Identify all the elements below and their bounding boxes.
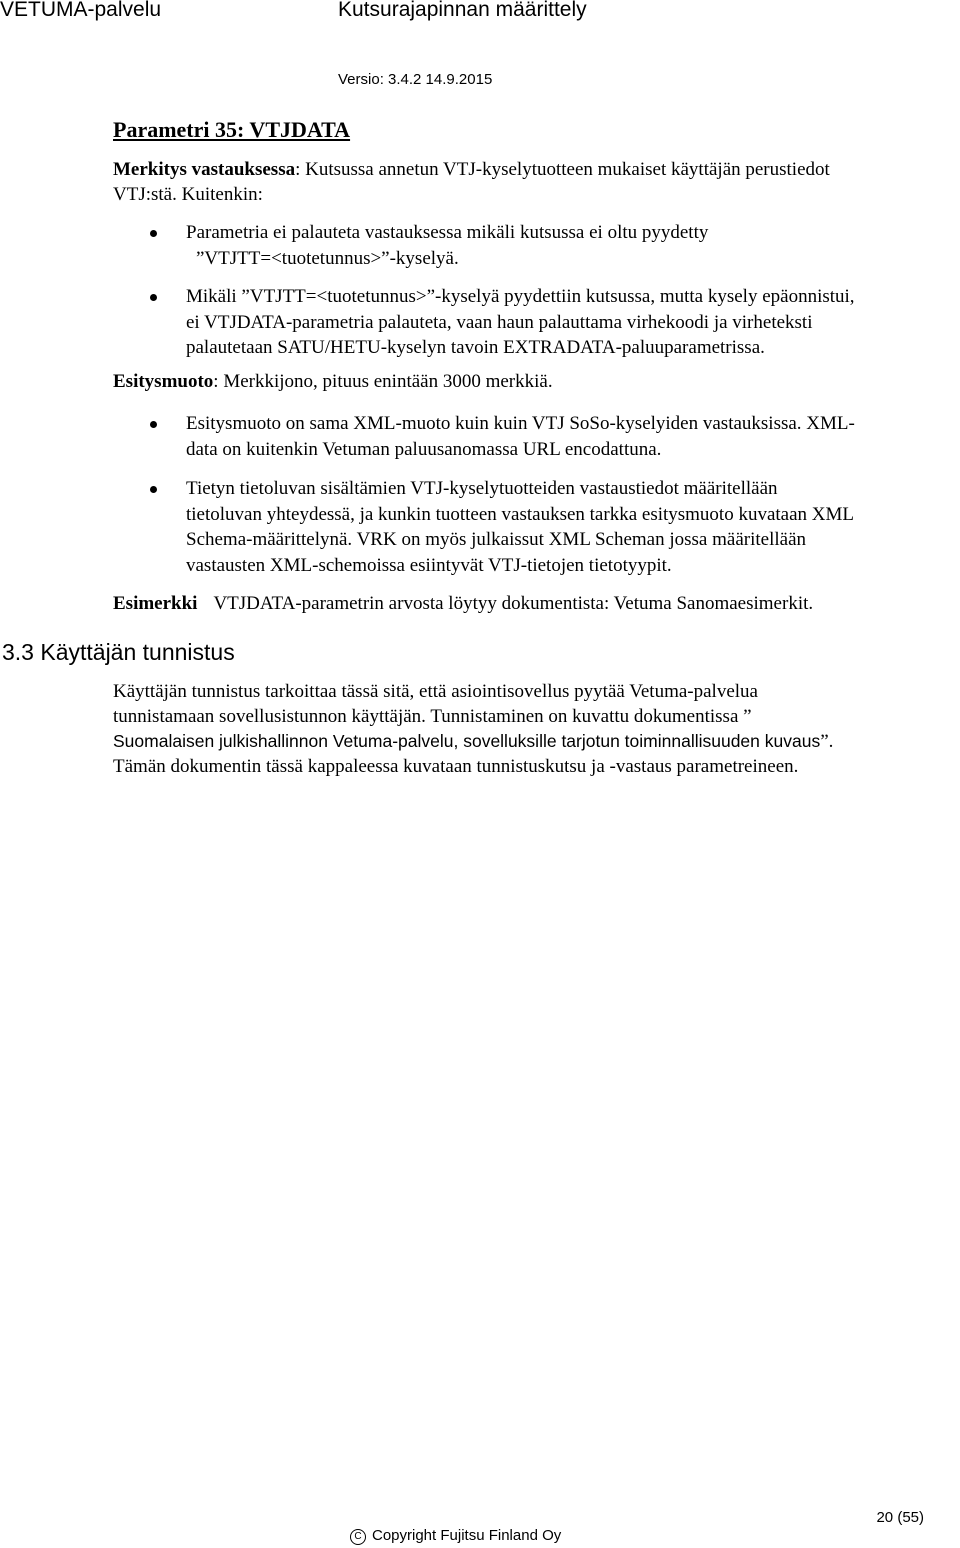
bullet-item [186,284,855,361]
bullet-line: palautetaan SATU/HETU-kyselyn tavoin EXTRADATA-paluuparametrissa. [186,337,765,358]
example-label: Esimerkki [113,593,198,614]
bullet-line: ei VTJDATA-parametria palauteta, vaan haun palauttama virhekoodi ja virheteksti [186,311,813,333]
parameter-title: Parametri 35: VTJDATA [113,117,351,142]
bullet-dot [150,230,157,237]
document-reference: Suomalaisen julkishallinnon Vetuma-palvelu, sovelluksille tarjotun toiminnallisuuden kuvaus [113,731,821,751]
header-version: Versio: 3.4.2 14.9.2015 [338,71,493,88]
bullet-line: Esitysmuoto on sama XML-muoto kuin kuin VTJ SoSo-kyselyiden vastauksissa. XML- [186,413,855,434]
paragraph-text: ”. [820,731,834,752]
page-number: 20 (55) [876,1509,924,1526]
bullet-line: ”VTJTT=<tuotetunnus>”-kyselyä. [196,247,459,269]
paragraph-line: Tämän dokumentin tässä kappaleessa kuvataan tunnistuskutsu ja -vastaus parametreineen. [113,756,799,777]
bullet-line: Schema-määrittelynä. VRK on myös julkaissut XML Scheman jossa määritellään [186,529,807,550]
example-text: VTJDATA-parametrin arvosta löytyy dokumentista: Vetuma Sanomaesimerkit. [213,593,814,614]
format-line [113,369,553,394]
bullet-dot [150,486,157,493]
section-title: 3.3 Käyttäjän tunnistus [2,639,235,665]
paragraph-line: tunnistamaan sovellusistunnon käyttäjän. Tunnistaminen on kuvattu dokumentissa ” [113,706,752,727]
bullet-dot [150,294,157,301]
meaning-label: Merkitys vastauksessa [113,159,296,180]
copyright-icon: C [350,1529,366,1545]
bullet-item [186,220,708,271]
copyright-text: Copyright Fujitsu Finland Oy [372,1527,562,1544]
bullet-item [186,411,855,462]
bullet-line: Tietyn tietoluvan sisältämien VTJ-kyselytuotteiden vastaustiedot määritellään [186,478,778,499]
bullet-dot [150,421,157,428]
bullet-line: data on kuitenkin Vetuman paluusanomassa URL encodattuna. [186,438,662,460]
meaning-paragraph [113,157,830,207]
bullet-line: vastausten XML-schemoissa esiintyvät VTJ-tietojen tietotyypit. [186,554,672,576]
header-product: VETUMA-palvelu [0,0,162,21]
meaning-text-line2: VTJ:stä. Kuitenkin: [113,184,263,205]
paragraph-line [113,729,833,754]
example-line [113,591,813,616]
format-text: : Merkkijono, pituus enintään 3000 merkkiä. [213,371,553,392]
bullet-item [186,476,854,578]
format-label: Esitysmuoto [113,371,214,392]
bullet-line: tietoluvan yhteydessä, ja kunkin tuotteen vastauksen tarkka esitysmuoto kuvataan XML [186,503,855,525]
header-doc-title: Kutsurajapinnan määrittely [338,0,587,21]
copyright [350,1527,561,1545]
bullet-line: Parametria ei palauteta vastauksessa mikäli kutsussa ei oltu pyydetty [186,222,709,243]
section-paragraph [113,679,833,779]
bullet-line: Mikäli ”VTJTT=<tuotetunnus>”-kyselyä pyydettiin kutsussa, mutta kysely epäonnistui, [186,286,855,307]
meaning-text-line1: : Kutsussa annetun VTJ-kyselytuotteen mukaiset käyttäjän perustiedot [295,159,830,180]
paragraph-line: Käyttäjän tunnistus tarkoittaa tässä sitä, että asiointisovellus pyytää Vetuma-palvelua [113,681,758,702]
